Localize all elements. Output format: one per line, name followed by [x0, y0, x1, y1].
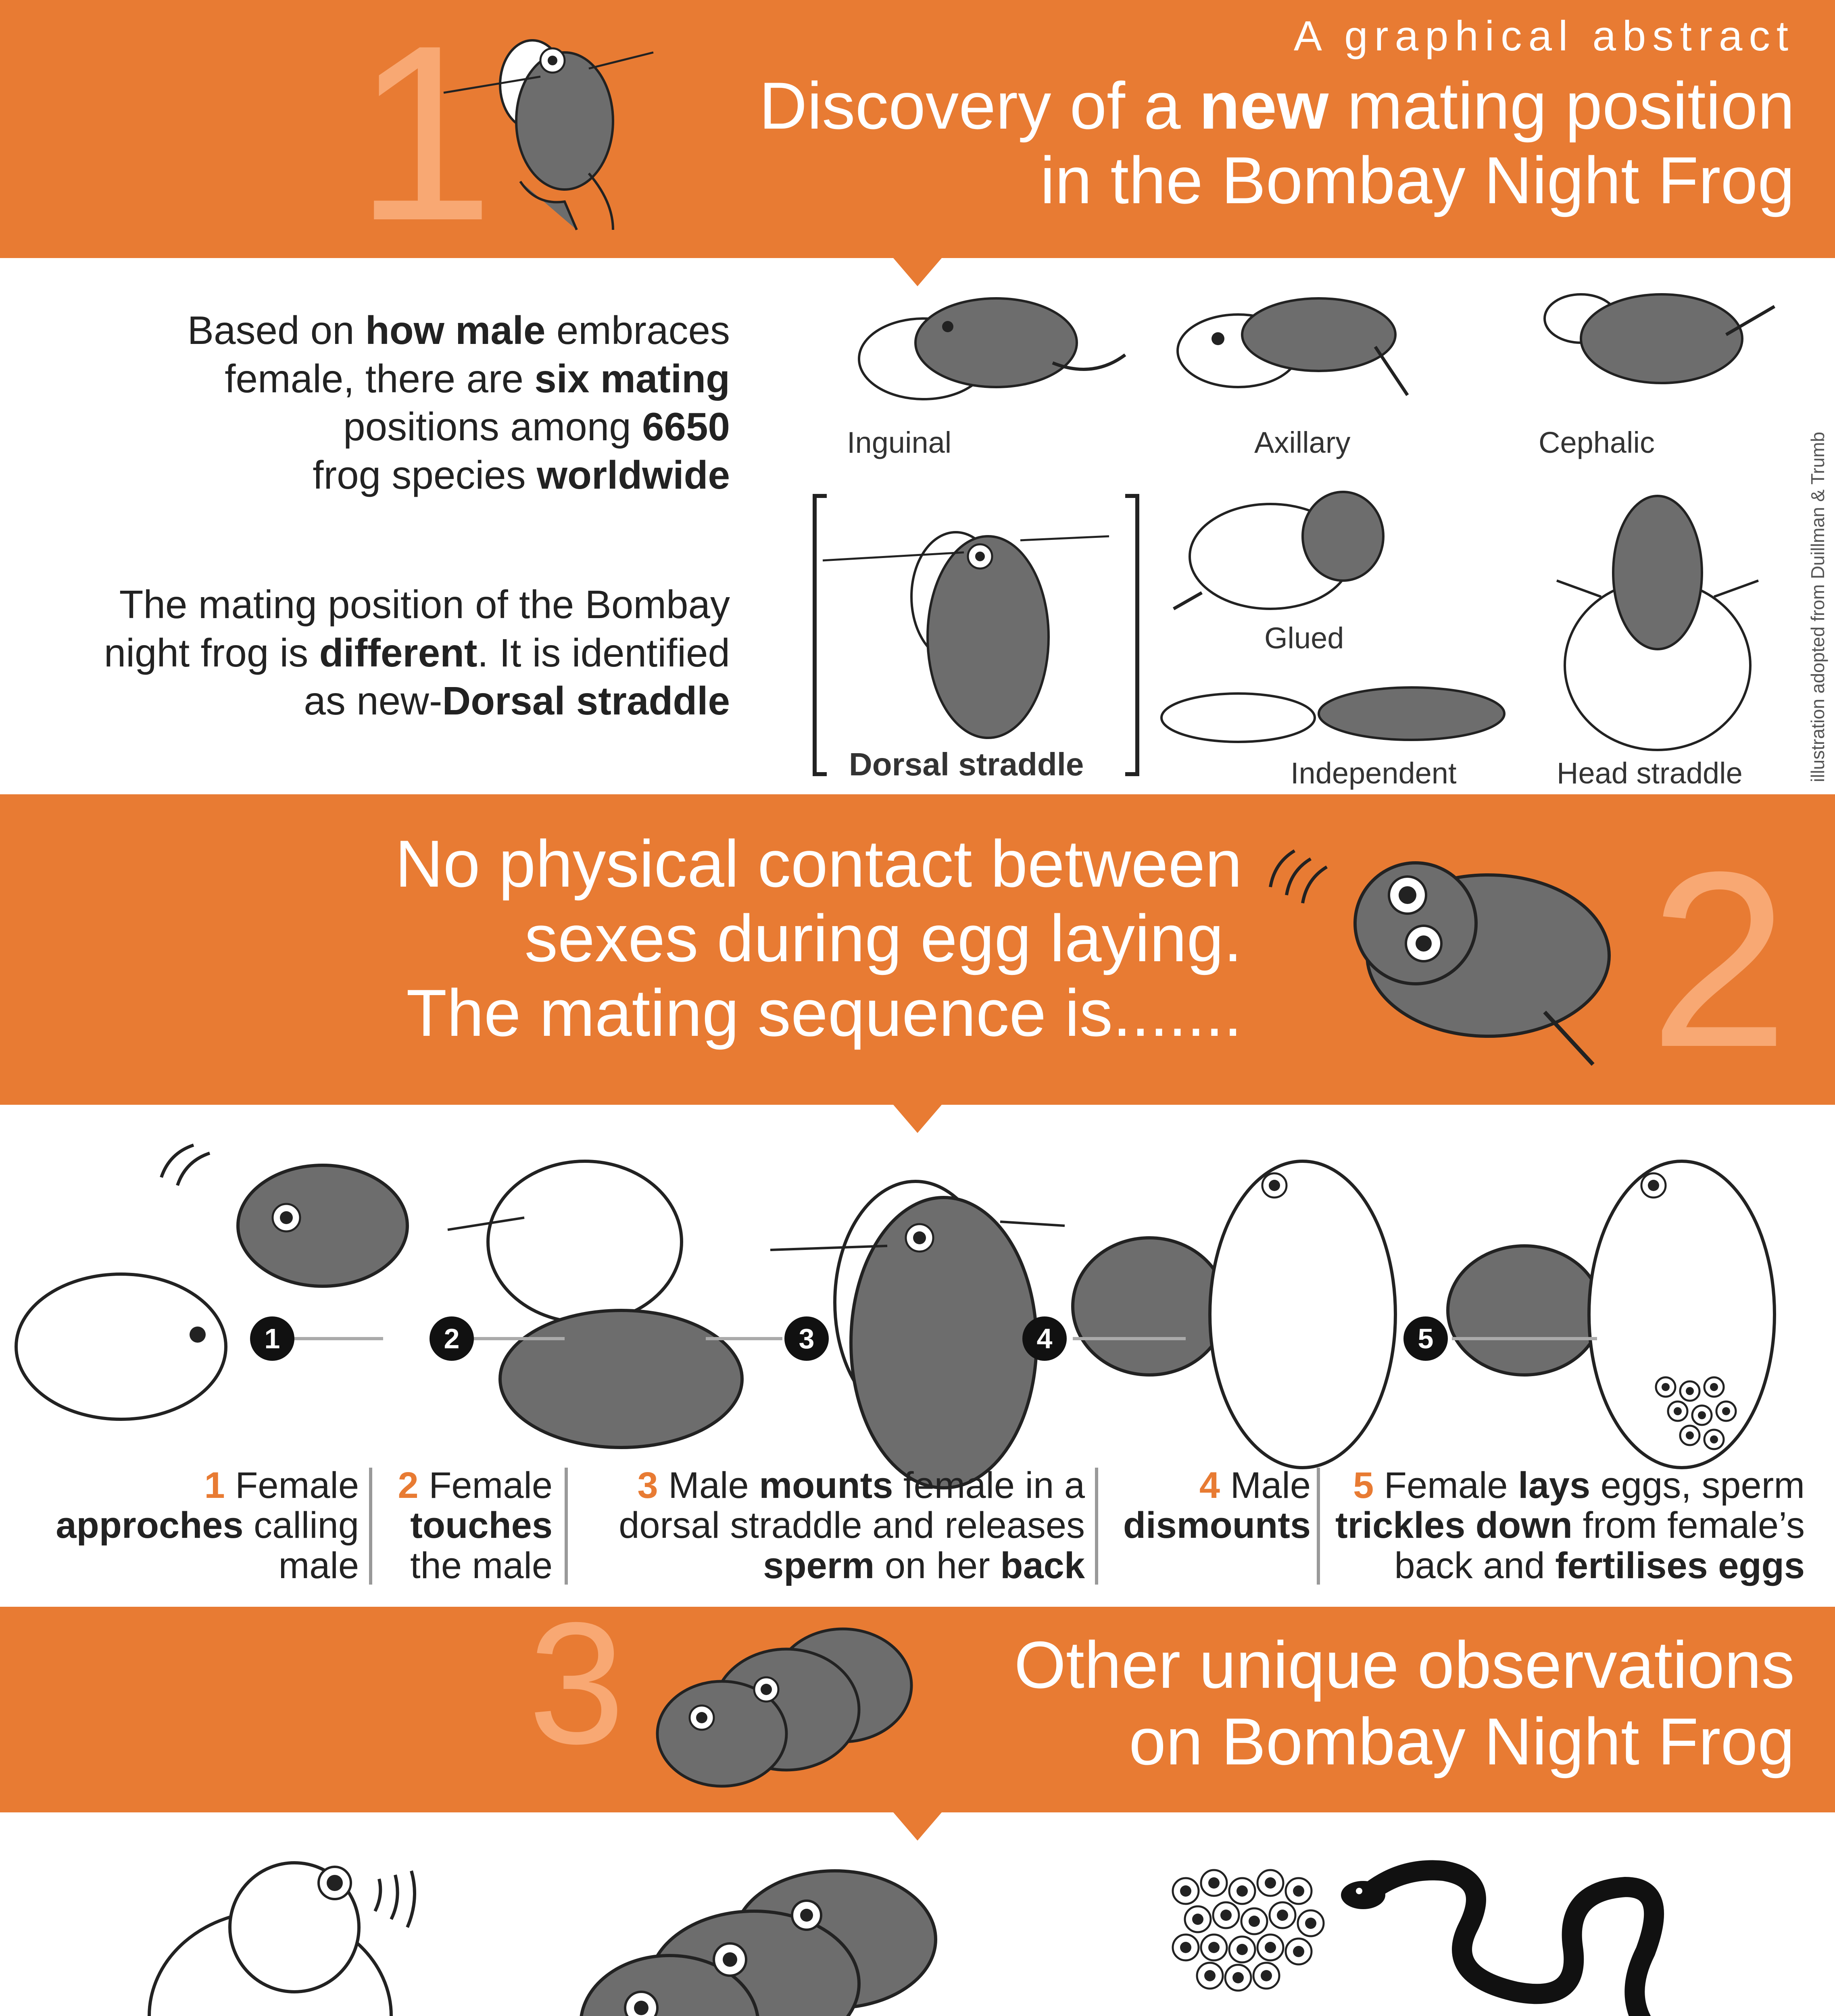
caption-step-3: 3 Male mounts female in a dorsal straddle and releases sperm on her back	[619, 1465, 1085, 1586]
fighting-frogs-small-illustration	[653, 1617, 920, 1790]
step-marker-4: 4	[1022, 1316, 1067, 1361]
new-position-paragraph: The mating position of the Bombay night frog is different. It is identified as new-Dorsal straddle	[104, 582, 730, 723]
header-subtitle: A graphical abstract	[1293, 12, 1795, 60]
caption-step-4: 4 Male dismounts	[1123, 1465, 1311, 1546]
caption-step-5: 5 Female lays eggs, sperm trickles down from female’s back and fertilises eggs	[1335, 1465, 1805, 1586]
caption-step-2: 2 Female touches the male	[398, 1465, 553, 1586]
label-inguinal: Inguinal	[847, 426, 952, 459]
inguinal-illustration	[843, 282, 1133, 444]
header-title-line2: in the Bombay Night Frog	[1040, 143, 1795, 217]
glued-illustration	[1170, 488, 1420, 625]
label-head-straddle: Head straddle	[1557, 756, 1743, 790]
head-straddle-illustration	[1549, 476, 1766, 758]
divider-4	[1317, 1468, 1320, 1585]
label-cephalic: Cephalic	[1539, 426, 1655, 459]
divider-2	[565, 1468, 568, 1585]
calling-female-illustration	[101, 1847, 464, 2016]
label-independent: Independent	[1291, 756, 1457, 790]
step-marker-3: 3	[784, 1316, 829, 1361]
territorial-fight-illustration	[577, 1863, 948, 2016]
label-glued: Glued	[1264, 621, 1344, 655]
divider-1	[369, 1468, 372, 1585]
section2-title: No physical contact between sexes during egg laying. The mating sequence is.......	[395, 827, 1242, 1050]
section-number-2: 2	[1649, 820, 1789, 1099]
cephalic-illustration	[1533, 270, 1783, 415]
snake-eating-eggs-illustration	[1161, 1847, 1791, 2016]
calling-frog-illustration	[1262, 823, 1633, 1073]
step-marker-2: 2	[430, 1316, 474, 1361]
axillary-illustration	[1166, 282, 1424, 415]
step-marker-5: 5	[1403, 1316, 1448, 1361]
label-dorsal-straddle: Dorsal straddle	[845, 746, 1088, 783]
illustration-credit: illustration adopted from Duillman & Trumb	[1807, 431, 1828, 782]
sequence-illustrations	[0, 1129, 1835, 1492]
section3-title: Other unique observations on Bombay Night Frog	[1014, 1628, 1795, 1779]
caption-step-1: 1 Female approches calling male	[56, 1465, 359, 1586]
label-axillary: Axillary	[1254, 426, 1351, 459]
step-marker-1: 1	[250, 1316, 294, 1361]
header-title-line1: Discovery of a new mating position	[759, 69, 1795, 143]
section-number-3: 3	[528, 1587, 625, 1780]
mating-positions-paragraph: Based on how male embraces female, there are six mating positions among 6650 frog species worldwide	[187, 308, 730, 497]
independent-illustration	[1157, 677, 1520, 758]
header-frog-illustration	[444, 12, 669, 238]
dorsal-straddle-bracket	[811, 492, 1141, 782]
divider-3	[1095, 1468, 1098, 1585]
section-number-1: 1	[355, 0, 494, 273]
